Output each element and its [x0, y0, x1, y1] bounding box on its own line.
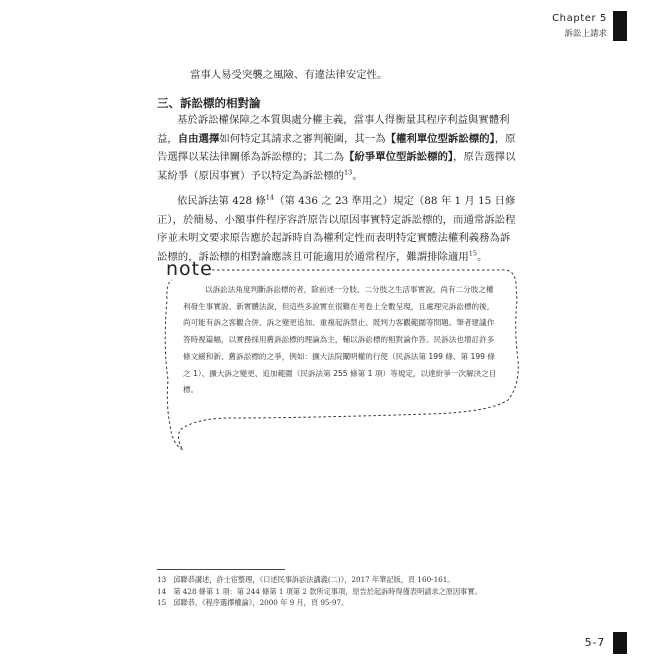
p1-text-d: ，原告選擇以某紛爭（原因事實）予以特定為訴訟標的 [157, 151, 516, 182]
paragraph-continuation: 當事人易受突襲之風險、有違法律安定性。 [190, 69, 388, 81]
footnote-ref-13: 13 [344, 168, 353, 177]
note-body: 以訴訟法角度判斷訴訟標的者，除前述一分肢、二分肢之生活事實說，尚有二分肢之權利發生事實說、新實體法說，但這些多說實在很難在考卷上全數呈現，且處理完訴訟標的後，尚可能有訴之客觀合併、訴之變更追加、重複起訴禁止、既判力客觀範圍等問題。筆者建議作答時視篇幅，以實務採用舊訴訟標的理論為主，輔以訴訟標的相對論作答。民訴法也增訂許多條文緩和新、舊訴訟標的之爭，例如：擴大法院闡明權的行使（民訴法第 199 條、第 199 條之 1）、擴大訴之變更、追加範圍（民訴法第 255 條第 1 項）等規定，以達紛爭一次解決之目標。 [183, 285, 497, 395]
page-number: 5-7 [584, 636, 605, 649]
p1-text-b: 如何特定其請求之審判範圍，其一為 [219, 132, 386, 145]
chapter-subtitle: 訴訟上請求 [564, 29, 607, 39]
section-heading: 三、訴訟標的相對論 [157, 96, 261, 110]
p1-end: 。 [352, 169, 363, 182]
p1-text-c: ，原告選擇以某法律關係為訴訟標的；其二為 [157, 132, 516, 163]
p2-text-b: （第 436 之 23 準用之）規定（88 年 1 月 15 日修正），於簡易、小額事件程序容許原告以原因事實特定訴訟標的，而通常訴訟程序並未明文要求原告應於起訴時自為權利定性而表明特定實體法權利義務為訴訟標的，訴訟標的相對論應該且可能適用於通常程序，難謂排除適用 [157, 195, 516, 263]
footnote-ref-14: 14 [265, 193, 275, 202]
footer-tab-bar [613, 632, 627, 654]
p2-text-a: 依民訴法第 428 條 [177, 195, 266, 207]
footnote-14: 14 第 428 條第 1 項：第 244 條第 1 項第 2 款所定事項，原告於起訴時得僅表明請求之原因事實。 [157, 586, 482, 596]
footnote-13: 13 邱聯恭講述，許士宦整理，《口述民事訴訟法講義(二)》，2017 年筆記版，頁 160-161。 [157, 575, 455, 584]
footnote-divider [157, 569, 285, 570]
p1-bold-dispute-unit: 【紛爭單位型訴訟標的】 [344, 151, 454, 163]
p1-bold-free-choice: 自由選擇 [177, 132, 220, 145]
note-title: note [166, 258, 213, 280]
chapter-label: Chapter 5 [552, 13, 607, 24]
p1-text-a: 基於訴訟權保障之本質與處分權主義，當事人得衡量其程序利益與實體利益， [157, 114, 510, 145]
footnotes [157, 574, 537, 609]
footnote-15: 15 邱聯恭，《程序選擇權論》，2000 年 9 月，頁 95-97。 [157, 598, 349, 608]
p2-end: 。 [477, 250, 488, 263]
footnote-ref-15: 15 [468, 249, 477, 258]
p1-bold-right-unit: 【權利單位型訴訟標的】 [385, 132, 495, 145]
